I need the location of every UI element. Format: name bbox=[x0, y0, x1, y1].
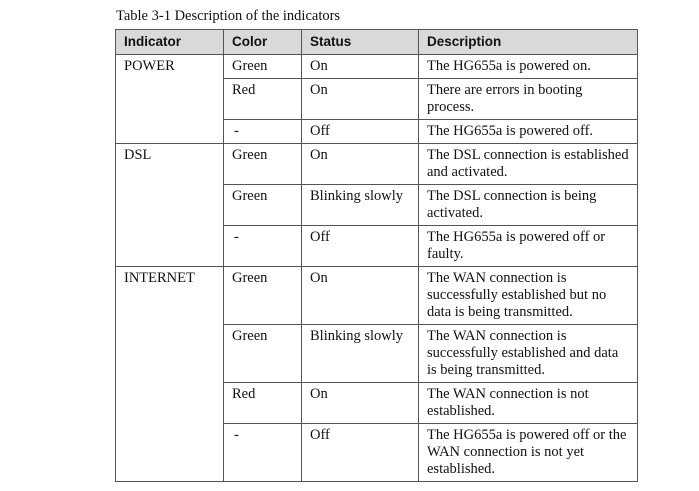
color-cell: Green bbox=[224, 185, 302, 226]
header-row bbox=[116, 30, 638, 55]
header-color: Color bbox=[224, 30, 302, 55]
color-cell: Red bbox=[224, 79, 302, 120]
status-cell: Off bbox=[302, 424, 419, 482]
status-cell: Blinking slowly bbox=[302, 185, 419, 226]
table-row bbox=[116, 55, 638, 79]
color-cell: Green bbox=[224, 55, 302, 79]
color-cell: Green bbox=[224, 267, 302, 325]
status-cell: Blinking slowly bbox=[302, 325, 419, 383]
description-cell: There are errors in booting process. bbox=[419, 79, 638, 120]
color-cell: - bbox=[224, 424, 302, 482]
description-cell: The HG655a is powered off or faulty. bbox=[419, 226, 638, 267]
color-cell: - bbox=[224, 226, 302, 267]
indicator-cell-power: POWER bbox=[116, 55, 224, 144]
indicator-cell-internet: INTERNET bbox=[116, 267, 224, 482]
color-cell: Red bbox=[224, 383, 302, 424]
header-status: Status bbox=[302, 30, 419, 55]
status-cell: On bbox=[302, 144, 419, 185]
description-cell: The HG655a is powered off or the WAN connection is not yet established. bbox=[419, 424, 638, 482]
status-cell: On bbox=[302, 267, 419, 325]
status-cell: On bbox=[302, 55, 419, 79]
header-description: Description bbox=[419, 30, 638, 55]
status-cell: Off bbox=[302, 226, 419, 267]
status-cell: On bbox=[302, 383, 419, 424]
color-cell: - bbox=[224, 120, 302, 144]
description-cell: The DSL connection is established and activated. bbox=[419, 144, 638, 185]
description-cell: The HG655a is powered on. bbox=[419, 55, 638, 79]
description-cell: The HG655a is powered off. bbox=[419, 120, 638, 144]
indicator-cell-dsl: DSL bbox=[116, 144, 224, 267]
indicators-table bbox=[115, 29, 638, 482]
description-cell: The WAN connection is successfully established but no data is being transmitted. bbox=[419, 267, 638, 325]
table-caption: Table 3-1 Description of the indicators bbox=[116, 8, 341, 24]
status-cell: On bbox=[302, 79, 419, 120]
color-cell: Green bbox=[224, 144, 302, 185]
description-cell: The WAN connection is successfully established and data is being transmitted. bbox=[419, 325, 638, 383]
header-indicator: Indicator bbox=[116, 30, 224, 55]
description-cell: The DSL connection is being activated. bbox=[419, 185, 638, 226]
table-row bbox=[116, 267, 638, 325]
status-cell: Off bbox=[302, 120, 419, 144]
color-cell: Green bbox=[224, 325, 302, 383]
description-cell: The WAN connection is not established. bbox=[419, 383, 638, 424]
table-row bbox=[116, 144, 638, 185]
